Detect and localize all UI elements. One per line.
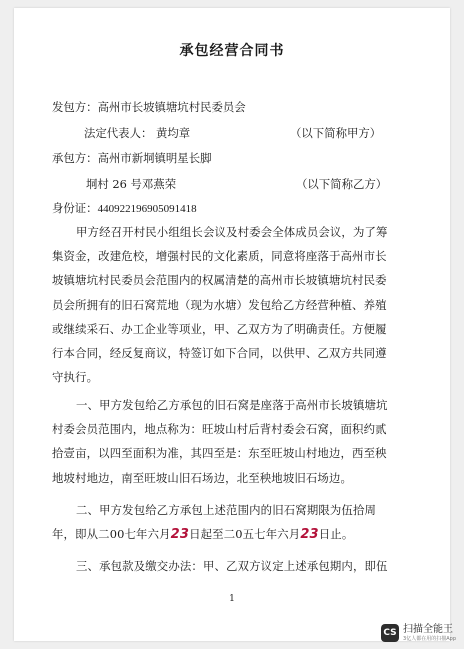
handwritten-day-start: 23	[170, 527, 190, 543]
clause-1-line: 村委会员范围内，地点称为：旺坡山村后背村委会石窝，面积约贰	[52, 422, 387, 437]
watermark-name: 扫描全能王	[403, 623, 454, 635]
preamble-paragraph	[52, 220, 388, 389]
watermark-tagline: 3亿人都在用的扫描App	[403, 635, 456, 642]
clause-2-text: 年，即从二00七年六月	[52, 527, 171, 542]
clause-1-line: 一、甲方发包给乙方承包的旧石窝是座落于高州市长坡镇塘坑	[76, 398, 388, 412]
id-label: 身份证：	[52, 201, 98, 215]
page-number: 1	[229, 594, 235, 604]
clause-2	[52, 498, 376, 547]
preamble-line: 甲方经召开村民小组组长会议及村委会全体成员会议，为了筹	[76, 225, 388, 239]
clause-1-line: 地坡村地边，南至旺坡山旧石场边，北至秧地坡旧石场边。	[52, 470, 353, 485]
preamble-line: 坡镇塘坑村民委员会范围内的权属清楚的高州市长坡镇塘坑村民委	[52, 273, 387, 288]
clause-2-line: 二、甲方发包给乙方承包上述范围内的旧石窝期限为伍拾周	[76, 503, 377, 517]
party-b-name: 承包方：高州市新垌镇明星长脚	[52, 151, 212, 165]
party-a-name: 发包方：高州市长坡镇塘坑村民委员会	[52, 100, 246, 114]
preamble-line: 集资金，改建危校，增强村民的文化素质，同意将座落于高州市长	[52, 249, 387, 264]
preamble-line: 守执行。	[52, 370, 99, 385]
party-a-representative: 法定代表人： 黄均章	[84, 126, 191, 140]
preamble-line: 员会所拥有的旧石窝荒地（现为水塘）发包给乙方经营种植、养殖	[52, 297, 387, 312]
document-page	[14, 8, 450, 641]
party-b-abbrev: （以下简称乙方）	[296, 177, 388, 191]
scanner-watermark	[381, 624, 456, 642]
clause-2-line	[52, 522, 376, 547]
clause-1-line: 拾壹亩，以四至面积为准，其四至是：东至旺坡山村地边，西至秧	[52, 446, 387, 461]
camscanner-icon: CS	[381, 624, 399, 642]
clause-2-text: 日起至二0五七年六月	[189, 527, 301, 542]
handwritten-day-end: 23	[300, 527, 319, 543]
clause-2-text: 日止。	[318, 527, 354, 542]
preamble-line: 行本合同，经反复商议，特签订如下合同，以供甲、乙双方共同遵	[52, 346, 387, 361]
clause-3: 三、承包款及缴交办法：甲、乙双方议定上述承包期内，即伍	[76, 559, 388, 573]
id-number: 440922196905091418	[97, 203, 197, 215]
party-b-address: 垌村 26 号邓燕荣	[86, 177, 177, 191]
watermark-text	[403, 625, 456, 642]
document-title: 承包经营合同书	[179, 43, 285, 59]
clause-1	[52, 393, 388, 490]
preamble-line: 或继续采石、办工企业等项业，甲、乙双方为了明确责任。方便履	[52, 321, 387, 336]
party-b-id	[52, 201, 197, 217]
party-a-abbrev: （以下简称甲方）	[290, 126, 382, 140]
